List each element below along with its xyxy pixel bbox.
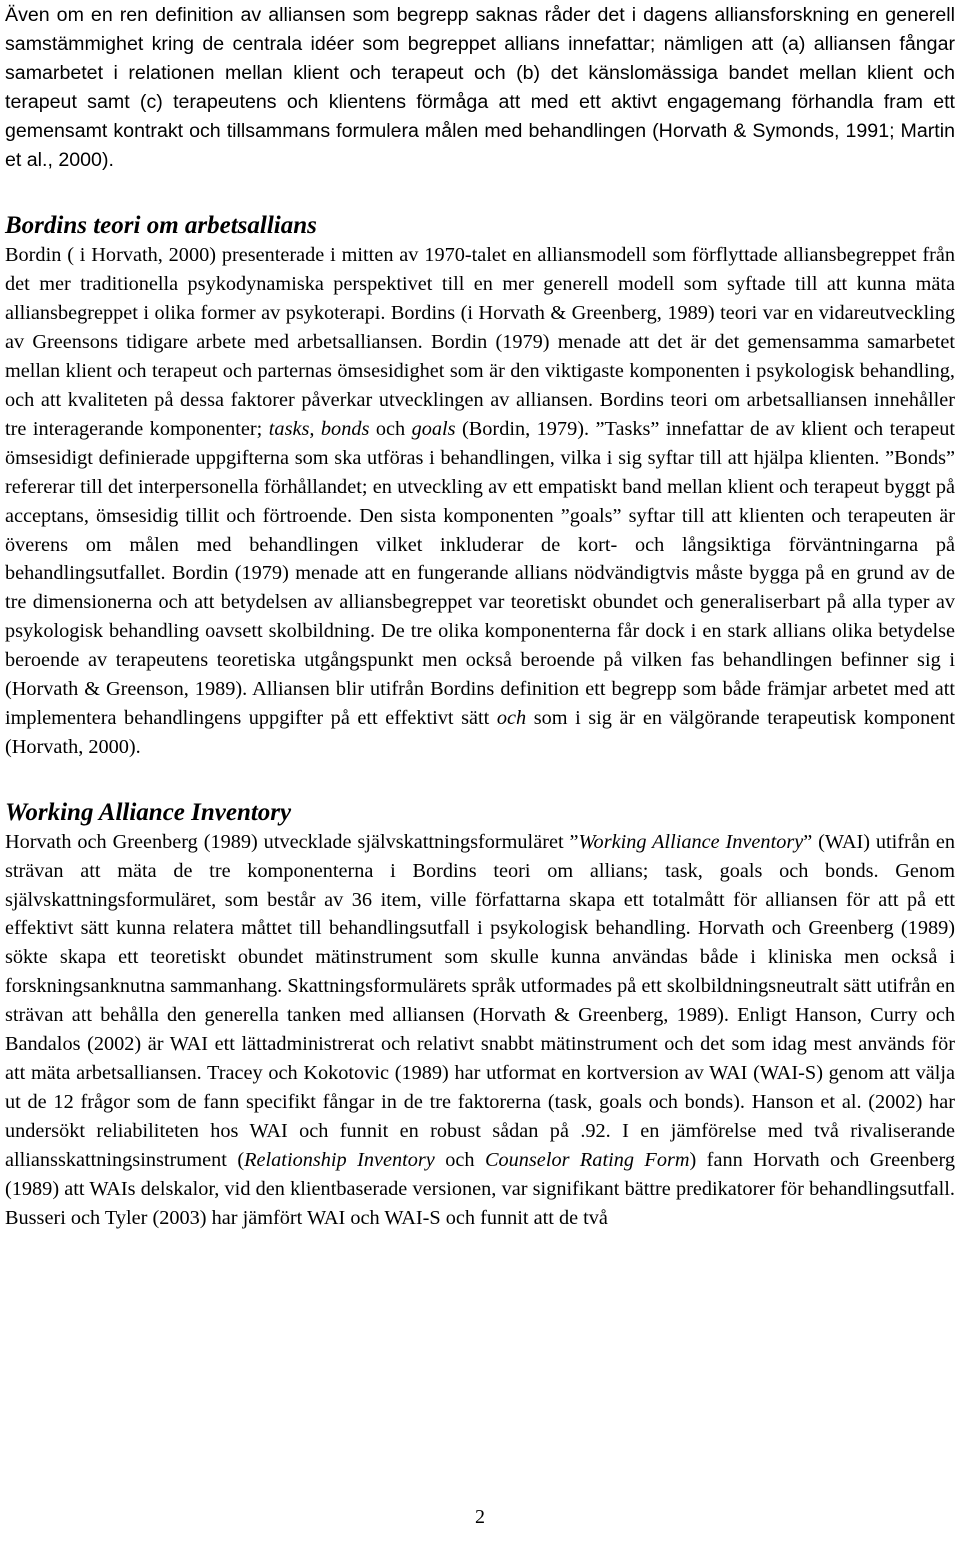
- body-text: Bordin ( i Horvath, 2000) presenterade i mitten av 1970-talet en alliansmodell som förflyttade alliansbegreppet från det mer traditionella psykodynamiska perspektivet till en mer generell modell som syftade till att kunna mäta alliansbegreppet i olika former av psykoterapi. Bordins (i Horvath & Greenberg, 1989) teori var en vidareutveckling av Greensons tidigare arbete med arbetsalliansen. Bordin (1979) menade att det är det gemensamma samarbetet mellan klient och terapeut och parternas ömsesidighet som är den viktigaste komponenten i psykologisk behandling, och att kvaliteten på dessa faktorer påverkar utvecklingen av alliansen. Bordins teori om arbetsalliansen innehåller tre interagerande komponenter;: [5, 244, 955, 440]
- body-text: (Bordin, 1979). ”Tasks” innefattar de av klient och terapeut ömsesidigt definierade uppgifterna som ska utföras i behandlingen, vilka i sig syftar till att hjälpa klienten. ”Bonds” refererar till det interpersonella förhållandet; en utveckling av ett empatiskt band mellan klient och terapeut byggt på acceptans, ömsesidig tillit och förtroende. Den sista komponenten ”goals” syftar till att klienten och terapeuten är överens om målen med behandlingen vilket inkluderar de kort- och långsiktiga förväntningarna på behandlingsutfallet. Bordin (1979) menade att en fungerande allians nödvändigtvis måste bygga på en grund av de tre dimensionerna och att betydelsen av alliansbegreppet var teoretiskt obundet och generaliserbart på alla typer av psykologisk behandling oavsett skolbildning. De tre olika komponenterna får dock i en stark allians olika betydelse beroende av terapeutens teoretiska utgångspunkt men också beroende på vilken fas behandlingen befinner sig i (Horvath & Greenson, 1989). Alliansen blir utifrån Bordins definition ett begrepp som både främjar arbetet med att implementera behandlingens uppgifter på ett effektivt sätt: [5, 417, 955, 729]
- body-text: ) fann Horvath och Greenberg (1989) att WAIs delskalor, vid den klientbaserade versionen, var signifikant bättre predikatorer för behandlingsutfall. Busseri och Tyler (2003) har jämfört WAI och WAI-S och funnit att de två: [5, 1148, 955, 1229]
- body-text: Horvath och Greenberg (1989) utvecklade självskattningsformuläret ”: [5, 830, 579, 853]
- italic-term-goals: goals: [411, 417, 456, 440]
- italic-word-och: och: [496, 706, 527, 729]
- section-heading-working-alliance-inventory: Working Alliance Inventory: [5, 798, 292, 826]
- bordins-teori-paragraph: [5, 241, 955, 761]
- italic-title-counselor-rating-form: Counselor Rating Form: [484, 1148, 690, 1171]
- section-heading-bordins-teori: Bordins teori om arbetsallians: [5, 212, 317, 240]
- body-text: ” (WAI) utifrån en strävan att mäta de tre komponenterna i Bordins teori om allians; task, goals och bonds. Genom självskattningsformuläret, som består av 36 item, ville författarna skapa ett totalmått för alliansen för att på ett effektivt sätt kunna relatera måttet till behandlingsutfall i psykologisk behandling. Horvath och Greenberg (1989) sökte skapa ett teoretiskt obundet mätinstrument som skulle kunna användas både i kliniska men också i forskningsanknutna sammanhang. Skattningsformulärets språk utformades på ett skolbildningsneutralt sätt utifrån en strävan att behålla den generella tanken med alliansen (Horvath & Greenberg, 1989). Enligt Hanson, Curry och Bandalos (2002) är WAI ett lättadministrerat och relativt snabbt mätinstrument och det som idag mest används för att mäta arbetsalliansen. Tracey och Kokotovic (1989) har utformat en kortversion av WAI (WAI-S) genom att välja ut de 12 frågor som de fann specifikt fångar in de tre faktorerna (task, goals och bonds). Hanson et al. (2002) har undersökt reliabiliteten hos WAI och funnit en robust sådan på .92. I en jämförelse med två rivaliserande alliansskattningsinstrument (: [5, 830, 955, 1171]
- body-text: som i sig är en välgörande terapeutisk komponent (Horvath, 2000).: [5, 706, 955, 758]
- italic-term-bonds: bonds: [320, 417, 370, 440]
- italic-title-working-alliance-inventory: Working Alliance Inventory: [578, 830, 804, 853]
- page-number: 2: [475, 1506, 485, 1528]
- body-text: och: [369, 417, 412, 440]
- body-text: och: [434, 1148, 485, 1171]
- intro-paragraph: Även om en ren definition av alliansen som begrepp saknas råder det i dagens alliansforskning en generell samstämmighet kring de centrala idéer som begreppet allians innefattar; nämligen att (a) alliansen fångar samarbetet i relationen mellan klient och terapeut och (b) det känslomässiga bandet mellan klient och terapeut samt (c) terapeutens och klientens förmåga att med ett aktivt engagemang förhandla fram ett gemensamt kontrakt och tillsammans formulera målen med behandlingen (Horvath & Symonds, 1991; Martin et al., 2000).: [5, 4, 955, 171]
- document-page: [5, 0, 955, 1232]
- italic-term-tasks: tasks,: [268, 417, 315, 440]
- wai-paragraph: [5, 828, 955, 1233]
- italic-title-relationship-inventory: Relationship Inventory: [244, 1148, 435, 1171]
